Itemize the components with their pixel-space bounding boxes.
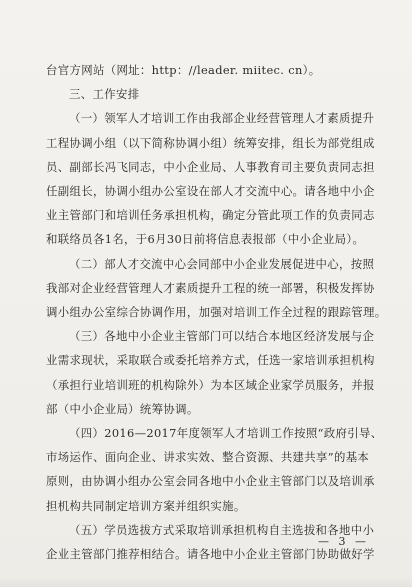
paragraph-4-line-4: 担机构共同制定培训方案并组织实施。: [46, 498, 246, 513]
paragraph-5-line-1: （五）学员选拔方式采取培训承担机构自主选拔和各地中小: [69, 522, 375, 537]
paragraph-5-line-2: 企业主管部门推荐相结合。请各地中小企业主管部门协助做好学: [46, 547, 375, 562]
paragraph-2-line-1: （二）部人才交流中心会同部中小企业发展促进中心，按照: [69, 256, 375, 271]
paragraph-4-line-3: 原则，由协调小组办公室会同各地中小企业主管部门以及培训承: [46, 474, 375, 489]
paragraph-1-line-4: 任副组长，协调小组办公室设在部人才交流中心。请各地中小企: [46, 184, 375, 199]
paragraph-1-line-3: 员、副部长冯飞同志，中小企业局、人事教育司主要负责同志担: [46, 159, 375, 174]
paragraph-3-line-2: 业需求现状，采取联合或委托培养方式，任选一家培训承担机构: [46, 353, 375, 368]
paragraph-4-line-1: （四）2016—2017年度领军人才培训工作按照“政府引导、: [69, 426, 383, 441]
paragraph-1-line-2: 工程协调小组（以下简称协调小组）统筹安排，组长为部党组成: [46, 135, 375, 150]
body-line-1: 台官方网站（网址：http：//leader. miitec. cn）。: [46, 63, 321, 77]
paragraph-3-line-4: 部（中小企业局）统筹协调。: [46, 401, 199, 416]
paragraph-1-line-1: （一）领军人才培训工作由我部企业经营管理人才素质提升: [69, 111, 375, 126]
paragraph-3-line-3: （承担行业培训班的机构除外）为本区域企业家学员服务，并报: [46, 377, 375, 392]
paragraph-1-line-6: 和联络员各1名，于6月30日前将信息表报部（中小企业局）。: [46, 232, 365, 247]
paragraph-3-line-1: （三）各地中小企业主管部门可以结合本地区经济发展与企: [69, 329, 375, 344]
paragraph-2-line-3: 调小组办公室综合协调作用，加强对培训工作全过程的跟踪管理。: [46, 305, 387, 320]
paragraph-4-line-2: 市场运作、面向企业、讲求实效、整合资源、共建共享”的基本: [46, 450, 370, 465]
paragraph-2-line-2: 我部对企业经营管理人才素质提升工程的统一部署，积极发挥协: [46, 280, 375, 295]
page-bottom-edge: [0, 577, 412, 587]
section-heading-work-arrangement: 三、工作安排: [69, 87, 140, 102]
page-number: — 3 —: [318, 535, 369, 548]
paragraph-1-line-5: 业主管部门和培训任务承担机构，确定分管此项工作的负责同志: [46, 208, 375, 223]
